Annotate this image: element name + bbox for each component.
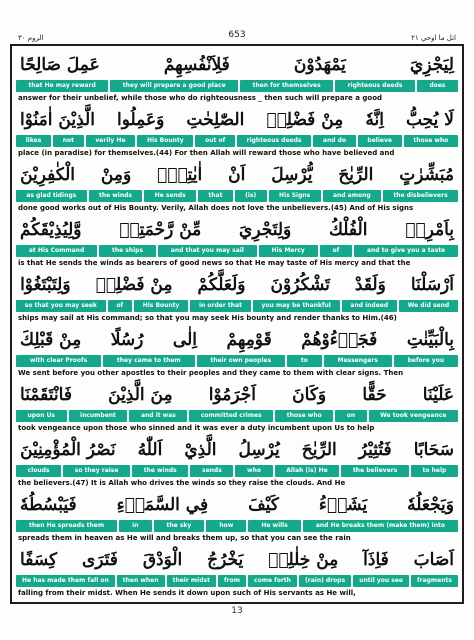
gloss-word: then when	[117, 575, 165, 587]
gloss-word: so that you may seek	[16, 300, 106, 312]
gloss-word: in order that	[190, 300, 251, 312]
gloss-line	[14, 410, 460, 422]
gloss-word: He has made them fall on	[16, 575, 115, 587]
gloss-word: out of	[195, 135, 235, 147]
arabic-word: نَصْرُ الْمُؤْمِنِيْنَ	[20, 440, 116, 460]
arabic-word: كِسَفًا	[20, 550, 58, 570]
arabic-word: عَمِلَ صَالِحًا	[20, 55, 100, 75]
translation-line: the believers.(47) It is Allah who drives the winds so they raise the clouds. And He	[18, 479, 346, 487]
gloss-word: We did send	[399, 300, 458, 312]
gloss-word: and to give you a taste	[354, 245, 458, 257]
gloss-word: the ships	[99, 245, 156, 257]
arabic-line	[14, 545, 460, 575]
translation-line: answer for their unbelief, while those who do righteousness _ then such will prepare a good	[18, 94, 383, 102]
verse-block	[14, 105, 460, 160]
gloss-word: (rain) drops	[299, 575, 351, 587]
arabic-word: وَيَجْعَلُهٗ	[407, 495, 454, 515]
gloss-word: He wills	[248, 520, 301, 532]
arabic-word: فَلِاَنْفُسِهِمْ	[163, 55, 230, 75]
gloss-line	[14, 190, 460, 202]
arabic-word: فَيَبْسُطُهٗ	[20, 495, 77, 515]
page-header	[12, 30, 462, 46]
arabic-line	[14, 270, 460, 300]
gloss-line	[14, 465, 460, 477]
translation-line: ships may sail at His command; so that you may seek His bounty and render thanks to Him.(46)	[18, 314, 397, 322]
arabic-word: تَشْكُرُوْنَ	[270, 275, 330, 295]
arabic-word: بِاَمْرِهٖ	[405, 220, 454, 240]
arabic-word: فَتَرَى	[81, 550, 118, 570]
surah-name-left: الروم ٣٠	[18, 34, 44, 42]
arabic-word: اَجْرَمُوْا	[208, 385, 256, 405]
gloss-word: and indeed	[342, 300, 397, 312]
gloss-word: His Signs	[269, 190, 321, 202]
arabic-line	[14, 435, 460, 465]
translation-line: done good works out of His Bounty. Verily, Allah does not love the unbelievers.(45) And of His signs	[18, 204, 414, 212]
arabic-word: وَمِنْ	[100, 165, 132, 185]
arabic-word: مِنْ قَبْلِكَ	[20, 330, 82, 350]
arabic-word: فَاِذَآ	[363, 550, 389, 570]
gloss-word: they came to them	[103, 355, 194, 367]
arabic-word: مُبَشِّرٰتٍ	[399, 165, 454, 185]
verse-block	[14, 545, 460, 600]
arabic-line	[14, 490, 460, 520]
arabic-word: الرِّيٰحَ	[338, 165, 374, 185]
arabic-word: بِالْبَيِّنٰتِ	[406, 330, 454, 350]
verse-block	[14, 435, 460, 490]
arabic-line	[14, 50, 460, 80]
gloss-word: of	[320, 245, 352, 257]
gloss-word: at His Command	[16, 245, 97, 257]
gloss-word: verily He	[86, 135, 136, 147]
gloss-word: the winds	[89, 190, 143, 202]
arabic-word: وَلَعَلَّكُمْ	[197, 275, 246, 295]
gloss-word: you may be thankful	[253, 300, 340, 312]
arabic-word: فَانْتَقَمْنَا	[20, 385, 72, 405]
gloss-word: on	[335, 410, 366, 422]
arabic-word: وَلِتَبْتَغُوْا	[20, 275, 71, 295]
arabic-word: الصّٰلِحٰتِ	[186, 110, 245, 130]
verse-block	[14, 380, 460, 435]
arabic-line	[14, 380, 460, 410]
arabic-word: لَا يُحِبُّ	[405, 110, 454, 130]
arabic-word: وَّلِيُذِيْقَكُمْ	[20, 220, 82, 240]
arabic-word: الْكٰفِرِيْنَ	[20, 165, 76, 185]
gloss-word: and among	[323, 190, 381, 202]
translation-line: took vengeance upon those who sinned and it was ever a duty incumbent upon Us to help	[18, 424, 375, 432]
gloss-line	[14, 80, 460, 92]
gloss-word: We took vengeance	[369, 410, 458, 422]
gloss-line	[14, 355, 460, 367]
gloss-word: how	[206, 520, 246, 532]
gloss-word: with clear Proofs	[16, 355, 101, 367]
verse-block	[14, 490, 460, 545]
arabic-word: الَّذِيْنَ اٰمَنُوْا	[20, 110, 95, 130]
arabic-line	[14, 160, 460, 190]
gloss-word: until you see	[353, 575, 409, 587]
arabic-word: عَلَيْنَا	[422, 385, 454, 405]
gloss-word: from	[218, 575, 246, 587]
verse-block	[14, 160, 460, 215]
gloss-word: believe	[358, 135, 402, 147]
arabic-word: يُّرْسِلَ	[271, 165, 313, 185]
gloss-word: He sends	[144, 190, 196, 202]
arabic-word: يَشَاۗءُ	[318, 495, 368, 515]
arabic-word: الرِّيٰحَ	[301, 440, 337, 460]
gloss-word: and that you may sail	[158, 245, 257, 257]
arabic-word: اِلٰى	[172, 330, 197, 350]
translation-line: We sent before you other apostles to their peoples and they came to them with clear signs. Then	[18, 369, 404, 377]
arabic-word: وَلَقَدْ	[354, 275, 386, 295]
gloss-word: the sky	[154, 520, 205, 532]
gloss-word: their own peoples	[197, 355, 286, 367]
gloss-word: upon Us	[16, 410, 67, 422]
gloss-word: and He breaks them (make them) into	[303, 520, 458, 532]
translation-line: spreads them in heaven as He will and breaks them up, so that you can see the rain	[18, 534, 351, 542]
arabic-word: مِنْ فَضْلِهٖ	[95, 275, 173, 295]
gloss-word: sends	[190, 465, 233, 477]
gloss-word: incumbent	[69, 410, 128, 422]
arabic-word: وَكَانَ	[292, 385, 327, 405]
gloss-line	[14, 300, 460, 312]
gloss-word: righteous deeds	[335, 80, 415, 92]
arabic-word: الَّذِيْ	[184, 440, 217, 460]
arabic-word: رُسُلًا	[110, 330, 144, 350]
gloss-word: those who	[275, 410, 333, 422]
arabic-word: مِنْ فَضْلِهٖ	[266, 110, 344, 130]
gloss-word: before you	[394, 355, 458, 367]
gloss-word: (is)	[235, 190, 267, 202]
arabic-word: اَصَابَ	[413, 550, 454, 570]
arabic-word: حَقًّا	[362, 385, 387, 405]
arabic-word: الْفُلْكُ	[328, 220, 368, 240]
arabic-word: مِنْ خِلٰلِهٖ	[268, 550, 339, 570]
gloss-word: their midst	[167, 575, 216, 587]
gloss-word: come forth	[248, 575, 297, 587]
arabic-word: مِنَ الَّذِيْنَ	[108, 385, 173, 405]
page-number-top: 653	[228, 30, 246, 40]
gloss-word: clouds	[16, 465, 61, 477]
gloss-word: the believers	[341, 465, 409, 477]
gloss-word: Messengers	[324, 355, 392, 367]
gloss-word: who	[235, 465, 272, 477]
gloss-word: to help	[411, 465, 458, 477]
gloss-word: likes	[16, 135, 51, 147]
gloss-line	[14, 245, 460, 257]
arabic-word: سَحَابًا	[413, 440, 454, 460]
gloss-word: as glad tidings	[16, 190, 87, 202]
translation-line: place (in paradise) for themselves.(44) For then Allah will reward those who have believed and	[18, 149, 395, 157]
arabic-word: قَوْمِهِمْ	[226, 330, 272, 350]
gloss-word: the disbelievers	[383, 190, 458, 202]
gloss-word: and do	[313, 135, 356, 147]
arabic-word: لِيَجْزِيَ	[410, 55, 454, 75]
gloss-word: committed crimes	[189, 410, 273, 422]
arabic-word: وَعَمِلُوا	[117, 110, 165, 130]
gloss-word: not	[53, 135, 84, 147]
gloss-word: and it was	[129, 410, 187, 422]
gloss-word: that	[198, 190, 233, 202]
arabic-word: وَلِتَجْرِيَ	[239, 220, 292, 240]
arabic-word: فِي السَّمَاۗءِ	[116, 495, 209, 515]
arabic-word: يُرْسِلُ	[238, 440, 280, 460]
gloss-word: of	[108, 300, 132, 312]
arabic-word: يَمْهَدُوْنَ	[293, 55, 346, 75]
verse-block	[14, 270, 460, 325]
gloss-word: then He spreads them	[16, 520, 117, 532]
arabic-word: يَخْرُجُ	[207, 550, 244, 570]
gloss-word: those who	[404, 135, 458, 147]
verse-block	[14, 325, 460, 380]
gloss-word: in	[119, 520, 151, 532]
gloss-word: they will prepare a good place	[110, 80, 238, 92]
gloss-word: fragments	[411, 575, 458, 587]
translation-line: falling from their midst. When He sends it down upon such of His servants as He will,	[18, 589, 356, 597]
gloss-line	[14, 575, 460, 587]
arabic-word: اَرْسَلْنَا	[410, 275, 454, 295]
arabic-word: اِنَّهٗ	[365, 110, 384, 130]
gloss-word: Allah (is) He	[275, 465, 340, 477]
gloss-line	[14, 135, 460, 147]
arabic-word: اٰيٰتِهٖٓ	[157, 165, 203, 185]
page-footer-number: 13	[231, 606, 243, 616]
gloss-line	[14, 520, 460, 532]
arabic-word: الْوَدْقَ	[142, 550, 183, 570]
arabic-line	[14, 105, 460, 135]
gloss-word: His Bounty	[137, 135, 193, 147]
arabic-line	[14, 215, 460, 245]
arabic-word: مِّنْ رَّحْمَتِهٖ	[119, 220, 202, 240]
arabic-word: اَنْ	[228, 165, 246, 185]
arabic-word: كَيْفَ	[248, 495, 279, 515]
arabic-word: اَللّٰهُ	[137, 440, 163, 460]
gloss-word: His Bounty	[134, 300, 188, 312]
arabic-line	[14, 325, 460, 355]
gloss-word: then for themselves	[240, 80, 333, 92]
juz-name-right: اتل ما اوحي ٢١	[411, 34, 456, 42]
gloss-word: righteous deeds	[237, 135, 311, 147]
gloss-word: does	[417, 80, 458, 92]
verse-block	[14, 215, 460, 270]
translation-line: is that He sends the winds as bearers of good news so that He may taste of His mercy and that the	[18, 259, 411, 267]
arabic-word: فَجَاۗءُوْهُمْ	[301, 330, 378, 350]
gloss-word: that He may reward	[16, 80, 108, 92]
gloss-word: His Mercy	[259, 245, 318, 257]
arabic-word: فَتُثِيْرُ	[358, 440, 392, 460]
verse-block	[14, 50, 460, 105]
gloss-word: the winds	[132, 465, 188, 477]
gloss-word: to	[287, 355, 322, 367]
gloss-word: so they raise	[63, 465, 130, 477]
